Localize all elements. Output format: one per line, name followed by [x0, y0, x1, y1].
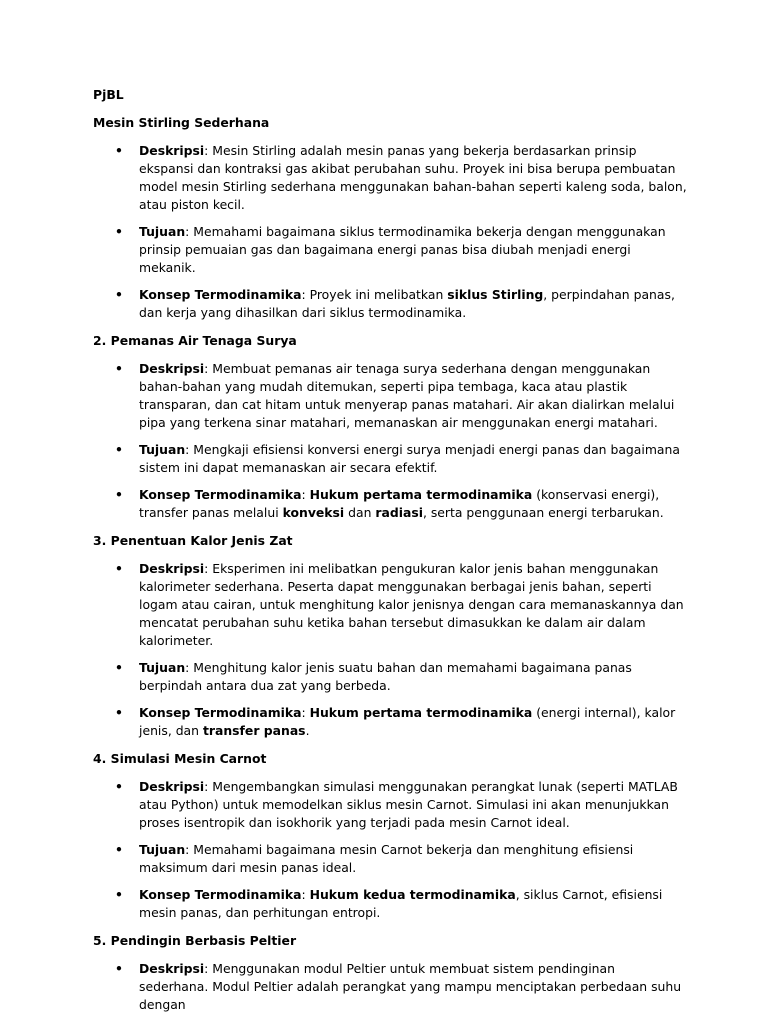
bold-text: siklus Stirling: [447, 287, 544, 302]
item-label: Konsep Termodinamika: [139, 287, 302, 302]
item-text: (energi internal), kalor jenis, dan: [139, 705, 676, 738]
item-text: , siklus Carnot, efisiensi mesin panas, dan perhitungan entropi.: [139, 887, 663, 920]
bold-text: Hukum pertama termodinamika: [309, 487, 533, 502]
item-label: Tujuan: [139, 660, 186, 675]
item-label: Tujuan: [139, 224, 186, 239]
bullet-list: [93, 142, 688, 322]
bold-text: radiasi: [375, 505, 423, 520]
item-text: .: [305, 723, 310, 738]
list-item: [93, 659, 688, 695]
item-text: , perpindahan panas, dan kerja yang dihasilkan dari siklus termodinamika.: [139, 287, 675, 320]
list-item: [93, 142, 688, 214]
item-text: : Mengembangkan simulasi menggunakan perangkat lunak (seperti MATLAB atau Python) untuk memodelkan siklus mesin Carnot. Simulasi ini akan menunjukkan proses isentropik dan isokhorik yang terjadi pada mesin Carnot ideal.: [139, 779, 678, 830]
item-text: , serta penggunaan energi terbarukan.: [422, 505, 664, 520]
list-item: [93, 223, 688, 277]
bullet-list: [93, 360, 688, 522]
item-text: : Mesin Stirling adalah mesin panas yang bekerja berdasarkan prinsip ekspansi dan kontraksi gas akibat perubahan suhu. Proyek ini bisa berupa pembuatan model mesin Stirling sederhana menggunakan bahan-bahan seperti kaleng soda, balon, atau piston kecil.: [139, 143, 687, 212]
document-body: [93, 114, 688, 1014]
item-label: Konsep Termodinamika: [139, 705, 302, 720]
item-label: Deskripsi: [139, 561, 205, 576]
item-text: dan: [344, 505, 376, 520]
item-label: Konsep Termodinamika: [139, 487, 302, 502]
section-heading: 3. Penentuan Kalor Jenis Zat: [93, 533, 293, 548]
list-item: [93, 360, 688, 432]
bullet-list: [93, 560, 688, 740]
item-label: Deskripsi: [139, 143, 205, 158]
item-text: : Menggunakan modul Peltier untuk membuat sistem pendinginan sederhana. Modul Peltier adalah perangkat yang mampu menciptakan perbedaan suhu dengan: [139, 961, 682, 1012]
list-item: [93, 778, 688, 832]
bold-text: Hukum kedua termodinamika: [309, 887, 516, 902]
item-text: : Proyek ini melibatkan: [301, 287, 448, 302]
bold-text: transfer panas: [202, 723, 306, 738]
list-item: [93, 960, 688, 1014]
item-text: :: [301, 487, 310, 502]
item-label: Konsep Termodinamika: [139, 887, 302, 902]
item-text: : Memahami bagaimana mesin Carnot bekerja dan menghitung efisiensi maksimum dari mesin panas ideal.: [139, 842, 634, 875]
list-item: [93, 560, 688, 650]
section-heading: Mesin Stirling Sederhana: [93, 115, 270, 130]
section-heading: 5. Pendingin Berbasis Peltier: [93, 933, 297, 948]
item-label: Tujuan: [139, 842, 186, 857]
item-label: Deskripsi: [139, 779, 205, 794]
list-item: [93, 441, 688, 477]
item-label: Deskripsi: [139, 361, 205, 376]
item-text: (konservasi energi), transfer panas melalui: [139, 487, 660, 520]
item-label: Deskripsi: [139, 961, 205, 976]
document-title: PjBL: [93, 87, 124, 102]
item-text: : Membuat pemanas air tenaga surya sederhana dengan menggunakan bahan-bahan yang mudah ditemukan, seperti pipa tembaga, kaca atau plastik transparan, dan cat hitam untuk menyerap panas matahari. Air akan dialirkan melalui pipa yang terkena sinar matahari, memanaskan air menggunakan energi matahari.: [139, 361, 675, 430]
list-item: [93, 286, 688, 322]
item-text: : Eksperimen ini melibatkan pengukuran kalor jenis bahan menggunakan kalorimeter sederhana. Peserta dapat menggunakan berbagai jenis bahan, seperti logam atau cairan, untuk menghitung kalor jenisnya dengan cara memanaskannya dan mencatat perubahan suhu ketika bahan tersebut dimasukkan ke dalam air dalam kalorimeter.: [139, 561, 684, 648]
list-item: [93, 704, 688, 740]
bullet-list: [93, 778, 688, 922]
list-item: [93, 841, 688, 877]
item-text: : Menghitung kalor jenis suatu bahan dan memahami bagaimana panas berpindah antara dua zat yang berbeda.: [139, 660, 632, 693]
section-heading: 4. Simulasi Mesin Carnot: [93, 751, 267, 766]
list-item: [93, 886, 688, 922]
list-item: [93, 486, 688, 522]
item-text: : Mengkaji efisiensi konversi energi surya menjadi energi panas dan bagaimana sistem ini dapat memanaskan air secara efektif.: [139, 442, 680, 475]
item-label: Tujuan: [139, 442, 186, 457]
bold-text: Hukum pertama termodinamika: [309, 705, 533, 720]
section-heading: 2. Pemanas Air Tenaga Surya: [93, 333, 297, 348]
item-text: :: [301, 705, 310, 720]
item-text: : Memahami bagaimana siklus termodinamika bekerja dengan menggunakan prinsip pemuaian gas dan bagaimana energi panas bisa diubah menjadi energi mekanik.: [139, 224, 666, 275]
item-text: :: [301, 887, 310, 902]
bold-text: konveksi: [282, 505, 345, 520]
bullet-list: [93, 960, 688, 1014]
